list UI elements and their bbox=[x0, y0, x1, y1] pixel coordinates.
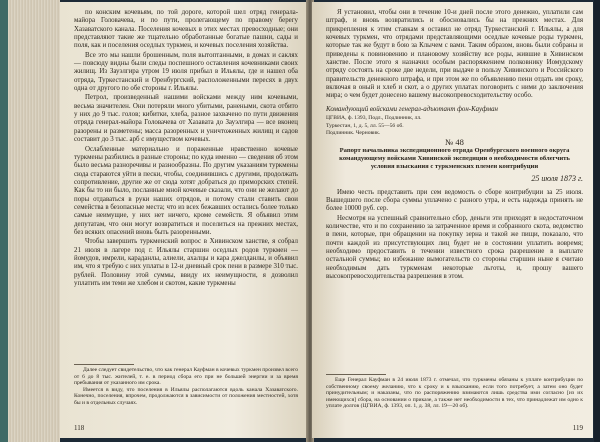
archive-reference: Подлинник. Черновик. bbox=[326, 130, 381, 137]
page-edges bbox=[8, 0, 60, 442]
document-title: Рапорт начальника экспедиционного отряда Оренбургского военного округа командующему войсками Хивинской экспедиции о необходимости облегчить условия взыскания с туркменских племен контрибуции bbox=[339, 147, 570, 171]
right-page-body bbox=[326, 9, 583, 282]
body-paragraph: Имею честь представить при сем ведомость о сборе контрибуции за 25 июля. Вышедшего после сбора суммы уплачено с разного утра, и есть надежда принять не более 10000 руб. сер. bbox=[326, 188, 583, 213]
page-number-left: 118 bbox=[74, 424, 85, 432]
right-page-footnotes bbox=[326, 377, 583, 410]
right-paragraph: Я установил, чтобы они в течение 10-и дней после этого денежно, уплатили сам штраф, и вновь возвратились и обосновались бы на прежних местах. Для прикрепления к этим ставкам я оставил не отряд Туркестанский г. Ильялы, а для кочевых туркмен, что отрядами представляющими оседлые кочевые роды туркмен, которые так же будут в бою за Клычем с вами. Таким образом, вновь были собраны и приведены к повиновению и плановому хозяйству все роды, жившие в Хивинском ханстве. После этого я назначил особым распоряжением полковнику Иомудскому отряду состоять на сроке две недели, при выдаче в пользу Хивинского и Российского правительств денежного штрафа, и при этом же по объявлению пени отдать им сроку, включая в оный и хлеб и скот, а о других уплатах поговорить с ними до заключения мира; о чем будет донесено вашему высокопревосходительству особо. bbox=[326, 9, 583, 100]
footnote-rule bbox=[326, 374, 386, 375]
right-page bbox=[312, 2, 593, 438]
left-paragraph: Петрол, произведенный нашими войсками между ним кочевыми, весьма значителен. Они потеряли много убитыми, ранеными, скота отбито у них до 9 тыс. голов; кибитки, хлеба, разное захвачено по пути движения отряда генерал-майора Головачева от Хазавата до Зауэлгира — все вконец разорены и разметены; масса разоренных и уничтоженных жилищ и садов составит до 3 тыс. арб с имуществом кочевых. bbox=[74, 94, 298, 144]
footnote: Далее следует свидетельство, что как генерал Кауфман в кочевых туркмен произвел всего от 6 до 8 тыс. жителей, т. е. в период сбора его при не большей энергии и за время пребывания от указанного им срока. bbox=[74, 367, 298, 387]
background-dark-edge bbox=[594, 0, 600, 442]
document-date: 25 июля 1873 г. bbox=[531, 174, 583, 184]
page-number-right: 119 bbox=[572, 424, 583, 432]
footnote: Еще Генерал Кауфман в 24 июля 1873 г. отмечал, что туркмены обязаны к уплате контрибуции по собственному своему желанию, что к сроку и к взысканию, если того потребует, а затем оно будет принудительным; и наказаны, что по распоряжению взимаются лишь средства ими согласно [из их имеющихся] сбора, на основании о приказе, а также нет необходимости в тех, что принадлежат им одно к уплате долгов (ЦГВИА, ф. 1393, оп. 1, д. 38, лл. 19—20 об). bbox=[326, 377, 583, 410]
archive-reference: Туркестан, 1, д. 5, лл. 55—56 об. bbox=[326, 122, 404, 129]
left-paragraph: Чтобы завершить туркменский вопрос в Хивинском ханстве, я собрал 21 июля в лагере под г. Ильялы старшин оседлых родов туркмен — йомудов, имрели, караданлы, алиели, ахалцы и кара джелданлы, и объявил им, что я требую с них уплаты в 12-и дневный срок пени в размере 310 тыс. рублей. Половину этой суммы, ввиду их неимущности, я дозволил уплатить им теми же хлебом и скотом, какие туркмены bbox=[74, 238, 298, 287]
left-page-footnotes bbox=[74, 367, 298, 407]
left-paragraph: Ослабленные материально и пораженные нравственно кочевые туркмены разбились в разные стороны; по куда именно — сведения об этом было весьма разноречивы и разнообразны. По другим указаниям туркмены сюда стараются уйти в пески, чтобы, соединившись с другими, продолжать сопротивление, другие же от сюда хотят добраться до приморских степей. Как бы то ни было, посланные мной кочевые сказали, что они не желают до поры отдаваться в руки наших отрядов, и потому стали ставить свои семейства в безопасные места; что из всех бежавших остались более только самые неимущие, у них нет ничего, кроме семейств. Я объявил этим депутатам, что они могут возвратиться и поселиться на прежних местах, без всяких опасений вновь быть разоренными. bbox=[74, 145, 298, 236]
left-paragraph: Все это мы нашли брошенным, поля вытоптанными, в домах и саклях — повсюду видны были следы поспешного оставления кочевниками своих жилищ. Из Зауэлгира утром 19 июля прибыл в Ильялы, где и нашел оба отряда, Туркестанский и Оренбургский, расположенными пересях в двух одна от другого по обе стороны г. Ильялы. bbox=[74, 51, 298, 93]
footnote: Имеется в виду, что поселения в Ильялы располагаются вдоль канала Хазаватского. Конечно, поселения, впрочем, продолжаются в зависимости от положения местностей, хотя бы и в отдельных случаях. bbox=[74, 386, 298, 406]
left-paragraph: по конским кочевьям, по той дороге, которой шел отряд генерала-майора Головачева, и по пути, пролегающему по правому берегу Хазаватского канала. Поселения кочевых в этих местах превосходные; они представляют такие же тщательно обработанные богатые пашни, сады и поля, как и поселения оседлых туркмен, и кочевых поселения хозяйства. bbox=[74, 9, 298, 50]
document-number: № 48 bbox=[445, 136, 464, 147]
archive-reference: ЦГВИА, ф. 1393, Подл., Подлинник, лл. bbox=[326, 115, 422, 122]
background-green-cloth bbox=[0, 0, 8, 442]
left-page-body bbox=[74, 9, 298, 289]
body-paragraph: Несмотря на успешный сравнительно сбор, деньги эти приходят в недостаточном количестве, что и по сохранению за затраченное время и собранного скота, ведомство в пени, которые, при обращении на покупку зерна и такой же пищи, показало, что почти каждой из присутствующих лиц будет не в состоянии уплатить вовремя; необходимо предоставить в течении известного срока разрешение в выплате остальной суммы; во избежание вымогательств со стороны старшин ныне я считаю необходимым дать туркменам некоторые льготы, и, прошу вашего высокопревосходительства разрешения в этом. bbox=[326, 214, 583, 281]
signature: Командующий войсками генерал-адъютант фон-Кауфман bbox=[326, 105, 498, 113]
footnote-rule bbox=[74, 364, 134, 365]
left-page bbox=[60, 2, 308, 438]
